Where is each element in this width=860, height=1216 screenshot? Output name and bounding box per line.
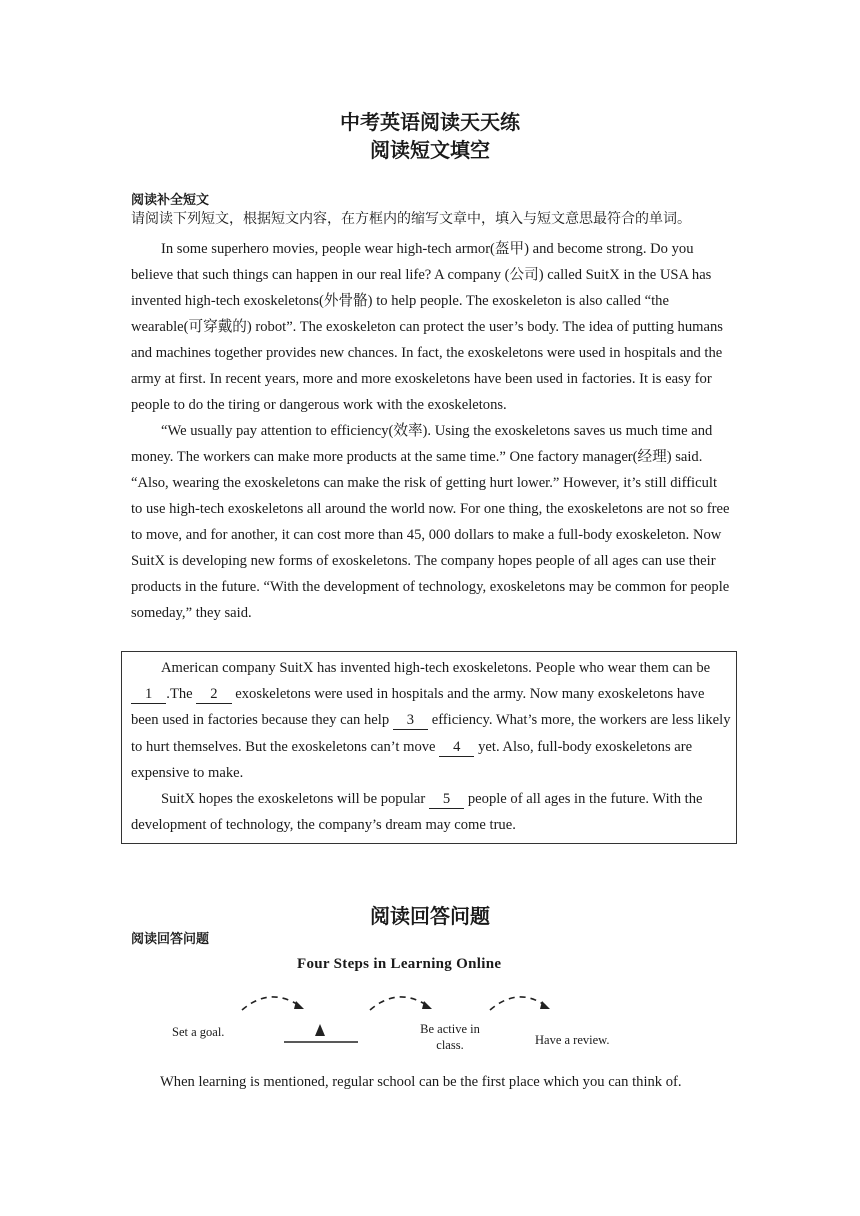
arc-arrow-3 bbox=[490, 997, 546, 1010]
closing-text: When learning is mentioned, regular school can be the first place which you can think of. bbox=[160, 1074, 682, 1090]
arc-arrow-1 bbox=[242, 997, 300, 1010]
diagram-title: Four Steps in Learning Online bbox=[297, 956, 502, 972]
section-label-cloze: 阅读补全短文 bbox=[131, 193, 210, 208]
reading-passage bbox=[131, 236, 731, 626]
step-label: Set a goal. bbox=[172, 1025, 225, 1039]
page-subtitle: 阅读短文填空 bbox=[370, 138, 490, 162]
section-heading-questions: 阅读回答问题 bbox=[370, 904, 490, 928]
section-label-questions: 阅读回答问题 bbox=[131, 932, 210, 947]
blank-3[interactable]: 3 bbox=[393, 711, 428, 730]
passage-paragraph: “We usually pay attention to efficiency(效率). Using the exoskeletons saves us much time and money. The workers can make more products at the same time.” One factory manager(经理) said. “Also, wearing the exoskeletons can make the risk of getting hurt lower.” However, it’s still difficult to use high-tech exoskeletons all around the world now. For one thing, the exoskeletons are not so free to move, and for another, it can cost more than 45, 000 dollars to make a full-body exoskeleton. Now SuitX is developing new forms of exoskeletons. The company hopes people of all ages can use their products in the future. “With the development of technology, exoskeletons may be common for people someday,” they said. bbox=[131, 423, 730, 621]
step-label: Be active in class. bbox=[420, 1022, 480, 1052]
summary-paragraph: American company SuitX has invented high-tech exoskeletons. People who wear them can be 1 .The 2 exoskeletons were used in hospitals and the army. Now many exoskeletons have been used in factories because they can help 3 efficiency. What’s more, the workers are less likely to hurt themselves. But the exoskeletons can’t move 4 yet. Also, full-body exoskeletons are expensive to make. bbox=[131, 660, 731, 781]
summary-box bbox=[121, 651, 737, 844]
passage-paragraph: In some superhero movies, people wear high-tech armor(盔甲) and become strong. Do you believe that such things can happen in our real life? A company (公司) called SuitX in the USA has invented high-tech exoskeletons(外骨骼) to help people. The exoskeleton is also called “the wearable(可穿戴的) robot”. The exoskeleton can protect the user’s body. The idea of putting humans and machines together provides new chances. In fact, the exoskeletons were used in hospitals and the army at first. In recent years, more and more exoskeletons have been used in factories. It is easy for people to do the tiring or dangerous work with the exoskeletons. bbox=[131, 241, 723, 413]
step-label: Have a review. bbox=[535, 1033, 610, 1047]
blank-2[interactable]: 2 bbox=[196, 685, 231, 704]
instruction-text: 请阅读下列短文，根据短文内容，在方框内的缩写文章中，填入与短文意思最符合的单词。 bbox=[131, 211, 691, 227]
blank-4[interactable]: 4 bbox=[439, 738, 474, 757]
arrow-head-1 bbox=[294, 1001, 304, 1009]
summary-paragraph: SuitX hopes the exoskeletons will be popular 5 people of all ages in the future. With the development of technology, the company’s dream may come true. bbox=[131, 791, 703, 834]
blank-1[interactable]: 1 bbox=[131, 685, 166, 704]
page-title: 中考英语阅读天天练 bbox=[340, 110, 520, 134]
arrow-head-2 bbox=[422, 1001, 432, 1009]
arc-arrow-2 bbox=[370, 997, 428, 1010]
blank-5[interactable]: 5 bbox=[429, 790, 464, 809]
triangle-marker-icon bbox=[315, 1024, 325, 1036]
